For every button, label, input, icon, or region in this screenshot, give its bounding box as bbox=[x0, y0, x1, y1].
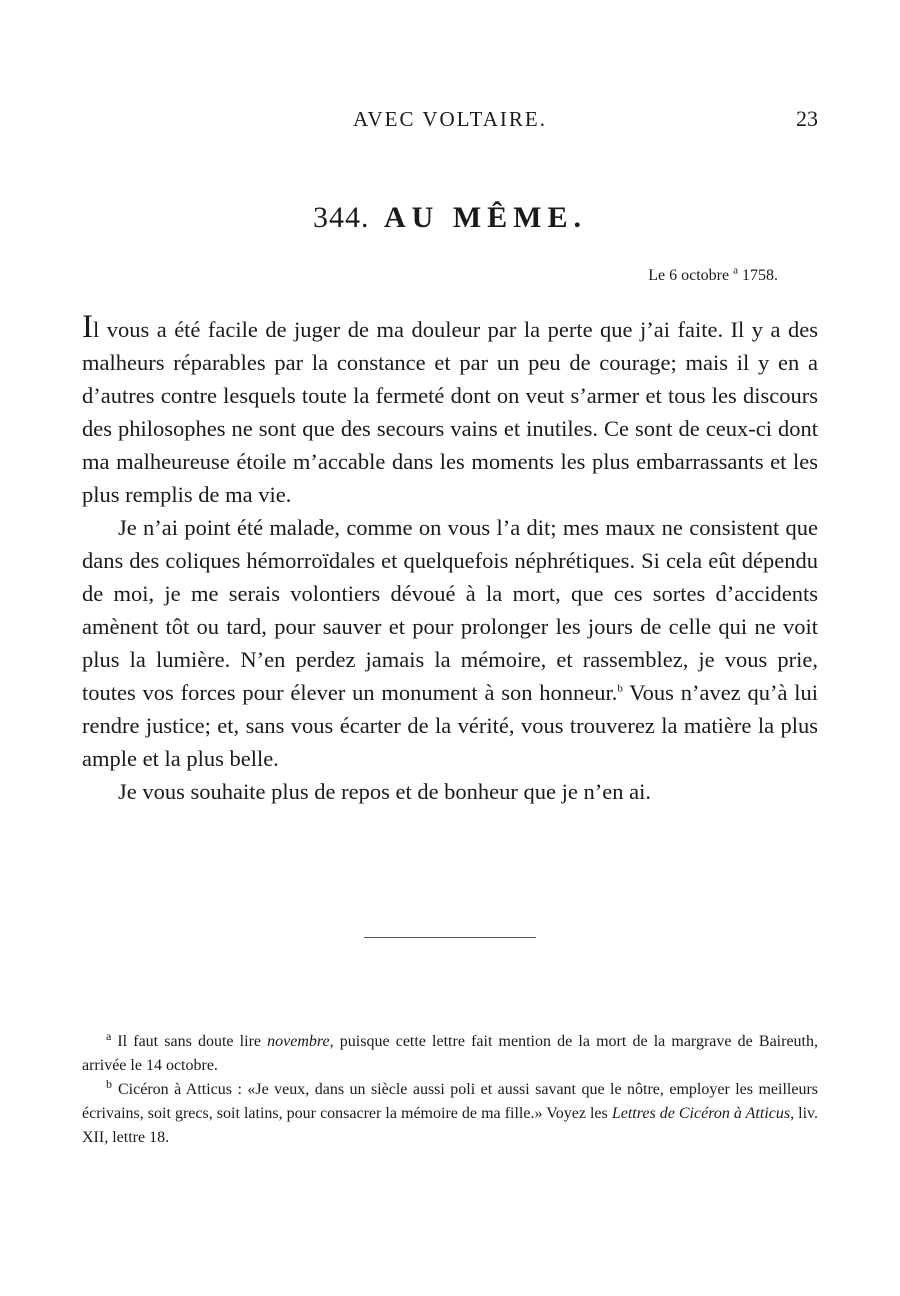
footnotes bbox=[82, 1030, 818, 1150]
footnote-ref-b[interactable]: b bbox=[617, 682, 623, 695]
date-prefix: Le 6 octobre bbox=[648, 267, 730, 284]
footnote-a bbox=[82, 1030, 818, 1078]
paragraph-3 bbox=[82, 775, 818, 808]
footnote-a-text-2: puisque cette lettre fait mention de la mort de la margrave de Baireuth, arrivée le 14 octobre. bbox=[82, 1033, 818, 1074]
footnote-a-text-1: Il faut sans doute lire bbox=[117, 1033, 268, 1050]
running-title: AVEC VOLTAIRE. bbox=[353, 107, 547, 131]
footnote-b-text-2: liv. XII, lettre 18. bbox=[82, 1105, 819, 1146]
footnote-a-label: a bbox=[106, 1028, 112, 1043]
paragraph-1 bbox=[82, 311, 818, 511]
letter-title: AU MÊME. bbox=[384, 201, 587, 234]
paragraph-2 bbox=[82, 511, 818, 775]
dateline bbox=[648, 264, 778, 288]
footnote-b-text-1: Cicéron à Atticus : «Je veux, dans un siècle aussi poli et aussi savant que le nôtre, employer les meilleurs écrivains, soit grecs, soit latins, pour consacrer la mémoire de ma fille.» Voyez les bbox=[82, 1081, 818, 1122]
date-footnote-ref[interactable]: a bbox=[733, 264, 738, 277]
date-year: 1758. bbox=[742, 267, 778, 284]
footnote-divider bbox=[364, 937, 536, 938]
running-head bbox=[82, 104, 818, 134]
paragraph-2-text-b: Vous n’avez qu’à lui rendre justice; et, sans vous écarter de la vérité, vous trouverez la matière la plus ample et la plus belle. bbox=[82, 680, 818, 771]
paragraph-3-text: Je vous souhaite plus de repos et de bonheur que je n’en ai. bbox=[118, 779, 651, 804]
paragraph-2-text-a: Je n’ai point été malade, comme on vous l’a dit; mes maux ne consistent que dans des coliques hémorroïdales et quelquefois néphrétiques. Si cela eût dépendu de moi, je me serais volontiers dévoué à la mort, que ces sortes d’accidents amènent tôt ou tard, pour sauver et pour prolonger les jours de celle qui ne voit plus la lumière. N’en perdez jamais la mémoire, et rassemblez, je vous prie, toutes vos forces pour élever un monument à son honneur. bbox=[82, 515, 818, 705]
letter-body bbox=[82, 311, 818, 808]
drop-cap: I bbox=[82, 309, 93, 345]
letter-heading bbox=[82, 196, 818, 240]
page-number: 23 bbox=[796, 106, 818, 131]
letter-number: 344. bbox=[313, 201, 370, 234]
footnote-b-label: b bbox=[106, 1076, 112, 1091]
footnote-b-italic: Lettres de Cicéron à Atticus, bbox=[611, 1105, 795, 1122]
footnote-b bbox=[82, 1078, 818, 1150]
paragraph-1-text: l vous a été facile de juger de ma douleur par la perte que j’ai faite. Il y a des malheurs réparables par la constance et par un peu de courage; mais il y en a d’autres contre lesquels toute la fermeté dont on veut s’armer et tous les discours des philosophes ne sont que des secours vains et inutiles. Ce sont de ceux-ci dont ma malheureuse étoile m’accable dans les moments les plus embarrassants et les plus remplis de ma vie. bbox=[82, 317, 818, 507]
footnote-a-italic: novembre, bbox=[267, 1033, 334, 1050]
